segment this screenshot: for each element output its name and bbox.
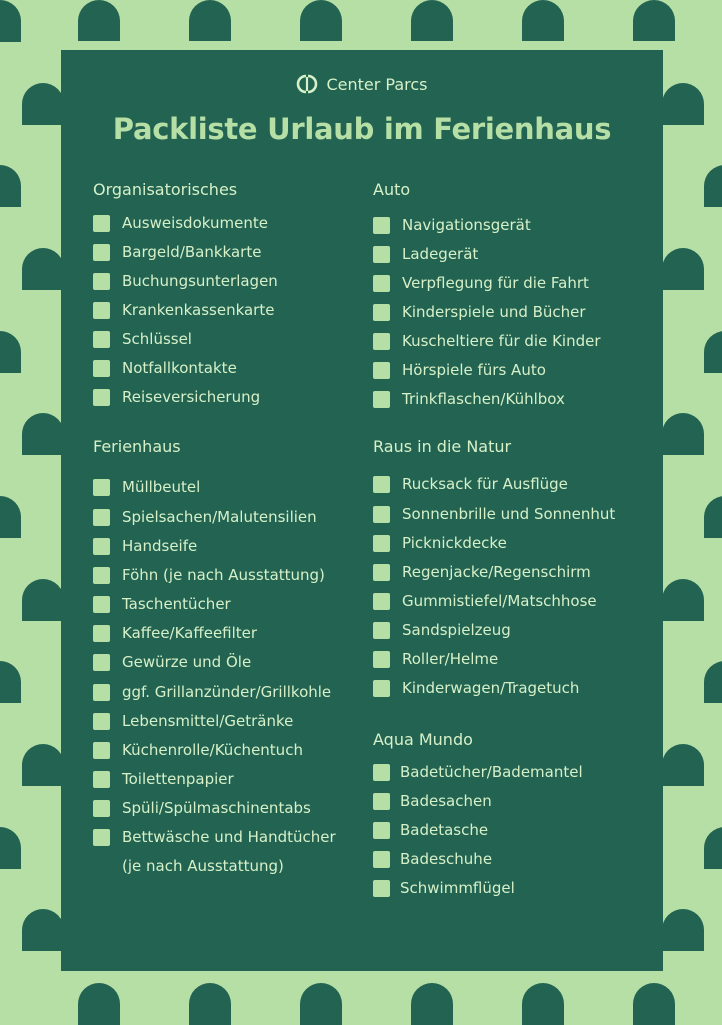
checklist-item[interactable] (93, 651, 251, 673)
checkbox[interactable] (93, 509, 110, 526)
section-ferienhaus (93, 437, 373, 883)
checkbox[interactable] (93, 538, 110, 555)
arch-shape (662, 909, 704, 951)
item-label: Toilettenpapier (122, 770, 234, 788)
arch-shape (662, 248, 704, 290)
brand-logo (61, 74, 663, 94)
arch-shape (189, 0, 231, 41)
checklist-item[interactable] (373, 848, 492, 870)
item-label: Ladegerät (402, 245, 479, 263)
item-label: Spielsachen/Malutensilien (122, 508, 317, 526)
arch-shape (0, 661, 21, 703)
checkbox[interactable] (93, 302, 110, 319)
arch-shape (411, 983, 453, 1025)
arch-shape (0, 496, 21, 538)
arch-shape (704, 661, 722, 703)
arch-shape (633, 0, 675, 41)
checkbox[interactable] (373, 851, 390, 868)
item-label: Kinderwagen/Tragetuch (402, 679, 580, 697)
item-label: Badesachen (400, 792, 492, 810)
checklist-item[interactable] (93, 212, 268, 234)
arch-shape (0, 165, 21, 207)
checkbox[interactable] (373, 476, 390, 493)
item-label: Ausweisdokumente (122, 214, 268, 232)
checklist-item[interactable] (373, 532, 507, 554)
checkbox[interactable] (373, 680, 390, 697)
checkbox[interactable] (93, 360, 110, 377)
item-label: Kinderspiele und Bücher (402, 303, 586, 321)
item-label: Picknickdecke (402, 534, 507, 552)
arch-shape (522, 0, 564, 41)
item-label: Verpflegung für die Fahrt (402, 274, 589, 292)
checkbox[interactable] (373, 651, 390, 668)
item-label: Lebensmittel/Getränke (122, 712, 294, 730)
item-label: Badeschuhe (400, 850, 493, 868)
checklist-item[interactable] (373, 301, 586, 323)
arch-shape (411, 0, 453, 41)
arch-shape (522, 983, 564, 1025)
checklist-item[interactable] (93, 386, 260, 408)
checklist-item[interactable] (93, 826, 336, 848)
checklist-item[interactable] (373, 214, 531, 236)
checklist-item[interactable] (373, 272, 589, 294)
item-label: Reiseversicherung (122, 388, 261, 406)
checkbox[interactable] (373, 391, 390, 408)
item-label: Gewürze und Öle (122, 653, 252, 671)
item-label: Navigationsgerät (402, 216, 531, 234)
checkbox[interactable] (373, 622, 390, 639)
checklist-item[interactable] (373, 590, 597, 612)
checklist-item[interactable] (93, 270, 278, 292)
item-label: Kaffee/Kaffeefilter (122, 624, 258, 642)
checklist-item[interactable] (373, 877, 515, 899)
checklist-item[interactable] (93, 622, 257, 644)
item-label: Müllbeutel (122, 478, 201, 496)
checkbox[interactable] (373, 535, 390, 552)
checklist-item[interactable] (93, 506, 317, 528)
arch-shape (300, 983, 342, 1025)
center-parcs-logo-icon (296, 74, 318, 94)
item-label: Bargeld/Bankkarte (122, 243, 262, 261)
arch-shape (0, 331, 21, 373)
checklist-item[interactable] (93, 535, 197, 557)
checkbox[interactable] (373, 822, 390, 839)
checkbox[interactable] (373, 564, 390, 581)
item-label: Sandspielzeug (402, 621, 511, 639)
packing-list-card (61, 50, 663, 971)
section-heading: Aqua Mundo (373, 730, 473, 749)
checkbox[interactable] (373, 362, 390, 379)
arch-shape (0, 0, 21, 42)
checklist-item[interactable] (373, 648, 498, 670)
checklist-item[interactable] (373, 819, 488, 841)
item-label: Roller/Helme (402, 650, 499, 668)
section-heading: Raus in die Natur (373, 437, 512, 456)
arch-shape (704, 331, 722, 373)
checkbox[interactable] (373, 880, 390, 897)
checkbox[interactable] (93, 273, 110, 290)
brand-name: Center Parcs (326, 74, 428, 94)
arch-shape (662, 83, 704, 125)
item-label: Rucksack für Ausflüge (402, 475, 568, 493)
checklist-item[interactable] (93, 564, 325, 586)
checklist-item[interactable] (373, 388, 565, 410)
arch-shape (22, 83, 64, 125)
checklist-item[interactable] (93, 797, 311, 819)
item-label: Badetasche (400, 821, 489, 839)
checkbox[interactable] (373, 593, 390, 610)
checklist-item[interactable] (373, 561, 591, 583)
checkbox[interactable] (373, 275, 390, 292)
checklist-item[interactable] (373, 330, 601, 352)
section-heading: Organisatorisches (93, 180, 238, 199)
checklist-item[interactable] (93, 768, 234, 790)
item-label: Föhn (je nach Ausstattung) (122, 566, 325, 584)
checklist-item-continuation (93, 855, 284, 877)
arch-shape (704, 165, 722, 207)
item-label: Schlüssel (122, 330, 192, 348)
checkbox[interactable] (93, 389, 110, 406)
checkbox[interactable] (93, 829, 110, 846)
arch-shape (704, 827, 722, 869)
arch-shape (662, 579, 704, 621)
checklist-item[interactable] (373, 359, 546, 381)
arch-shape (704, 496, 722, 538)
checkbox[interactable] (93, 654, 110, 671)
item-label: Buchungsunterlagen (122, 272, 278, 290)
arch-shape (662, 744, 704, 786)
checkbox[interactable] (373, 246, 390, 263)
section-organisatorisches (93, 180, 363, 410)
checkbox[interactable] (373, 764, 390, 781)
checkbox[interactable] (93, 567, 110, 584)
checklist-item[interactable] (93, 593, 231, 615)
checklist-item[interactable] (373, 473, 568, 495)
checkbox[interactable] (373, 793, 390, 810)
checkbox[interactable] (93, 713, 110, 730)
checkbox[interactable] (93, 771, 110, 788)
checkbox[interactable] (93, 331, 110, 348)
section-heading: Auto (373, 180, 411, 199)
checklist-item[interactable] (93, 710, 293, 732)
checklist-item[interactable] (373, 761, 583, 783)
checklist-item[interactable] (93, 241, 261, 263)
checkbox[interactable] (373, 217, 390, 234)
section-heading: Ferienhaus (93, 437, 181, 456)
arch-shape (22, 909, 64, 951)
checkbox[interactable] (93, 684, 110, 701)
item-label: Gummistiefel/Matschhose (402, 592, 597, 610)
checkbox[interactable] (93, 596, 110, 613)
item-label: Trinkflaschen/Kühlbox (402, 390, 565, 408)
checklist-item[interactable] (373, 790, 492, 812)
item-label: Spüli/Spülmaschinentabs (122, 799, 311, 817)
checklist-item[interactable] (93, 328, 192, 350)
item-label: Hörspiele fürs Auto (402, 361, 546, 379)
checkbox[interactable] (373, 333, 390, 350)
section-aqua-mundo (373, 730, 653, 900)
item-label: ggf. Grillanzünder/Grillkohle (122, 683, 332, 701)
checklist-item[interactable] (93, 681, 331, 703)
checklist-item[interactable] (373, 503, 615, 525)
arch-shape (0, 827, 21, 869)
checklist-item[interactable] (373, 619, 511, 641)
section-raus-in-die-natur (373, 437, 653, 701)
arch-shape (22, 248, 64, 290)
arch-shape (22, 744, 64, 786)
arch-shape (78, 983, 120, 1025)
checkbox[interactable] (93, 800, 110, 817)
checklist-item[interactable] (373, 677, 579, 699)
item-label: Regenjacke/Regenschirm (402, 563, 591, 581)
item-label: Küchenrolle/Küchentuch (122, 741, 303, 759)
checkbox[interactable] (93, 215, 110, 232)
checklist-item[interactable] (93, 476, 200, 498)
item-label: Bettwäsche und Handtücher (122, 828, 336, 846)
item-label: Badetücher/Bademantel (400, 763, 583, 781)
item-label: Schwimmflügel (400, 879, 515, 897)
item-label: Notfallkontakte (122, 359, 237, 377)
arch-shape (22, 413, 64, 455)
item-label: Krankenkassenkarte (122, 301, 275, 319)
arch-shape (22, 579, 64, 621)
checkbox[interactable] (93, 479, 110, 496)
item-label: Handseife (122, 537, 198, 555)
checkbox[interactable] (93, 244, 110, 261)
checklist-item[interactable] (93, 739, 303, 761)
arch-shape (633, 983, 675, 1025)
item-label: Taschentücher (122, 595, 231, 613)
checkbox[interactable] (93, 625, 110, 642)
checkbox[interactable] (373, 304, 390, 321)
section-auto (373, 180, 653, 412)
checklist-item[interactable] (93, 299, 274, 321)
checkbox[interactable] (373, 506, 390, 523)
arch-shape (300, 0, 342, 41)
arch-shape (189, 983, 231, 1025)
item-label: (je nach Ausstattung) (122, 857, 284, 875)
arch-shape (78, 0, 120, 41)
item-label: Kuscheltiere für die Kinder (402, 332, 601, 350)
page-title: Packliste Urlaub im Ferienhaus (112, 112, 612, 146)
item-label: Sonnenbrille und Sonnenhut (402, 505, 616, 523)
checklist-item[interactable] (93, 357, 237, 379)
checklist-item[interactable] (373, 243, 478, 265)
checkbox[interactable] (93, 742, 110, 759)
arch-shape (662, 413, 704, 455)
